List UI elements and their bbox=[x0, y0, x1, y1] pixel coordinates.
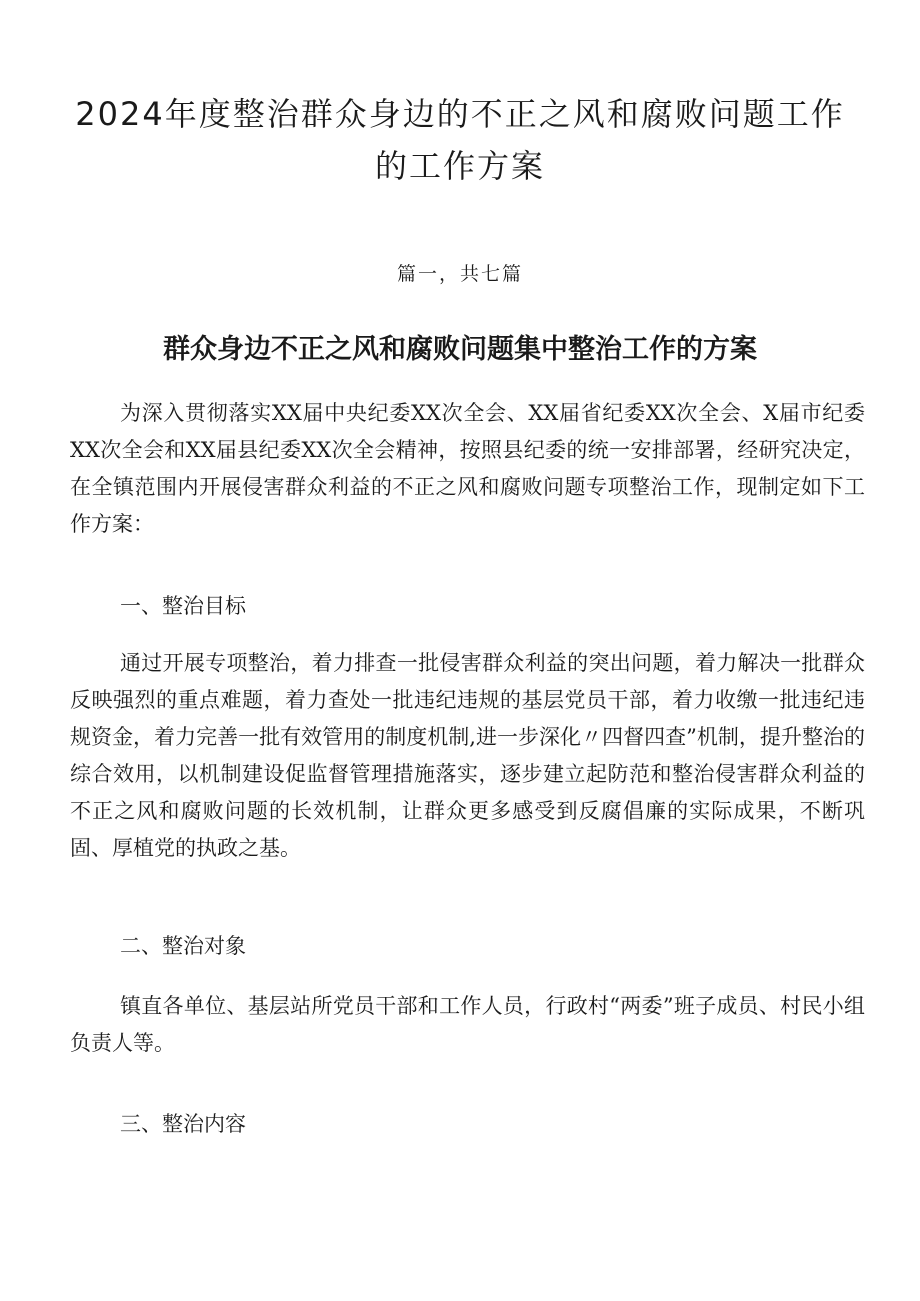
section-title: 群众身边不正之风和腐败问题集中整治工作的方案 bbox=[163, 334, 757, 365]
heading-targets: 二、整治对象 bbox=[120, 934, 246, 958]
heading-contents: 三、整治内容 bbox=[120, 1112, 246, 1136]
goals-paragraph: 通过开展专项整治，着力排查一批侵害群众利益的突出问题，着力解决一批群众反映强烈的重点难题，着力查处一批违纪违规的基层党员干部，着力收缴一批违纪违规资金，着力完善一批有效管用的制度机制,进一步深化〃四督四查”机制，提升整治的综合效用，以机制建设促监督管理措施落实，逐步建立起防范和整治侵害群众利益的不正之风和腐败问题的长效机制，让群众更多感受到反腐倡廉的实际成果，不断巩固、厚植党的执政之基。 bbox=[70, 651, 865, 860]
document-title: 2024年度整治群众身边的不正之风和腐败问题工作的工作方案 bbox=[75, 95, 845, 185]
targets-paragraph: 镇直各单位、基层站所党员干部和工作人员，行政村“两委”班子成员、村民小组负责人等。 bbox=[70, 994, 865, 1055]
part-label: 篇一，共七篇 bbox=[396, 263, 523, 285]
heading-goals: 一、整治目标 bbox=[120, 594, 246, 618]
intro-paragraph: 为深入贯彻落实XX届中央纪委XX次全会、XX届省纪委XX次全会、X届市纪委XX次全会和XX届县纪委XX次全会精神，按照县纪委的统一安排部署，经研究决定，在全镇范围内开展侵害群众利益的不正之风和腐败问题专项整治工作，现制定如下工作方案： bbox=[70, 401, 865, 536]
